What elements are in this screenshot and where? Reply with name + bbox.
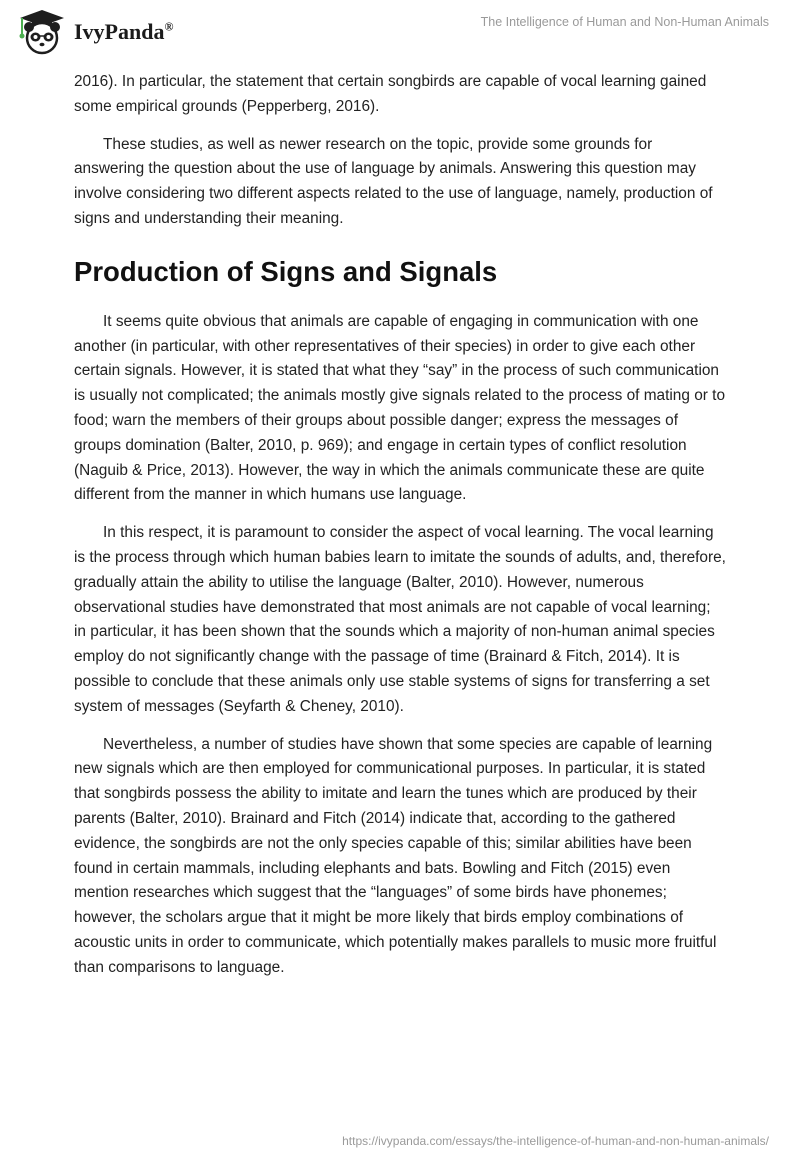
- paragraph: It seems quite obvious that animals are capable of engaging in communication with one another (in particular, with other representatives of their species) in order to give each other certain signals. However, it is stated that what they “say” in the process of such communication is usually not complicated; the animals mostly give signals related to the process of mating or to food; warn the members of their groups about possible danger; express the messages of groups domination (Balter, 2010, p. 969); and engage in certain types of conflict resolution (Naguib & Price, 2013). However, the way in which the animals communicate these are quite different from the manner in which humans use language.: [74, 312, 725, 504]
- paragraph: Nevertheless, a number of studies have shown that some species are capable of learning new signals which are then employed for communicational purposes. In particular, it is stated that songbirds possess the ability to imitate and learn the tunes which are produced by their parents (Balter, 2010). Brainard and Fitch (2014) indicate that, according to the gathered evidence, the songbirds are not the only species capable of this; similar abilities have been found in certain mammals, including elephants and bats. Bowling and Fitch (2015) even mention researches which suggest that the “languages” of some birds have phonemes; however, the scholars argue that it might be more likely that birds employ combinations of acoustic units in order to communicate, which potentially makes parallels to music more fruitful than comparisons to language.: [74, 735, 717, 976]
- brand-name: IvyPanda®: [74, 19, 174, 44]
- paragraph: These studies, as well as newer research on the topic, provide some grounds for answering the question about the use of language by animals. Answering this question may involve considering two different aspects related to the use of language, namely, production of signs and understanding their meaning.: [74, 135, 713, 227]
- paragraph: 2016). In particular, the statement that certain songbirds are capable of vocal learning gained some empirical grounds (Pepperberg, 2016).: [74, 73, 707, 115]
- ivypanda-logo[interactable]: [14, 8, 173, 56]
- panda-logo-icon: [14, 8, 70, 56]
- paragraph: In this respect, it is paramount to consider the aspect of vocal learning. The vocal learning is the process through which human babies learn to imitate the sounds of adults, and, therefore, gradually attain the ability to utilise the language (Balter, 2010). However, numerous observational studies have demonstrated that most animals are not capable of vocal learning; in particular, it has been shown that the sounds which a majority of non-human animal species employ do not significantly change with the passage of time (Brainard & Fitch, 2014). It is possible to conclude that these animals only use stable systems of signs for transferring a set system of messages (Seyfarth & Cheney, 2010).: [74, 524, 726, 715]
- essay-content: [74, 70, 726, 994]
- document-title: The Intelligence of Human and Non-Human Animals: [480, 15, 769, 29]
- source-url[interactable]: https://ivypanda.com/essays/the-intelligence-of-human-and-non-human-animals/: [342, 1134, 769, 1148]
- section-heading: Production of Signs and Signals: [74, 255, 498, 287]
- page-header: [0, 0, 800, 62]
